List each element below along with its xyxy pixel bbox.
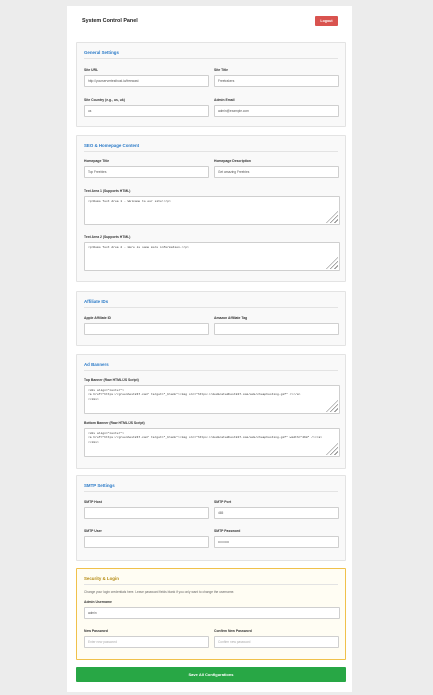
top-banner-field	[84, 378, 340, 414]
bottom-banner-label: Bottom Banner (Raw HTML/JS Script)	[84, 421, 145, 425]
admin-username-label: Admin Username	[84, 600, 112, 604]
section-title: Affiliate IDs	[84, 299, 109, 304]
divider	[84, 307, 338, 308]
admin-username-input[interactable]: admin	[84, 607, 340, 619]
site-title-field	[214, 68, 339, 87]
resize-handle[interactable]	[326, 443, 338, 455]
section-title: SMTP Settings	[84, 483, 115, 488]
admin-email-input[interactable]: admin@example.com	[214, 105, 339, 117]
section-title: General Settings	[84, 50, 119, 55]
smtp-port-field	[214, 500, 339, 519]
amazon-affiliate-input[interactable]	[214, 323, 339, 335]
new-password-label: New Password	[84, 629, 108, 633]
section-title: Ad Banners	[84, 362, 109, 367]
admin-username-field	[84, 600, 340, 619]
smtp-password-field	[214, 529, 339, 548]
save-configurations-button[interactable]: Save All Configurations	[76, 667, 346, 682]
security-section	[76, 568, 346, 660]
top-banner-input[interactable]	[84, 385, 340, 414]
divider	[84, 58, 338, 59]
smtp-port-label: SMTP Port	[214, 500, 232, 504]
smtp-user-field	[84, 529, 209, 548]
text-area-2-field	[84, 235, 340, 271]
smtp-host-label: SMTP Host	[84, 500, 102, 504]
ad-banners-section	[76, 354, 346, 469]
bottom-banner-field	[84, 421, 340, 457]
resize-handle[interactable]	[326, 211, 338, 223]
site-url-input[interactable]: http://yourservertesthost.io/freewast	[84, 75, 209, 87]
amazon-affiliate-field	[214, 316, 339, 335]
text-area-1-label: Text Area 1 (Supports HTML)	[84, 189, 131, 193]
amazon-affiliate-label: Amazon Affiliate Tag	[214, 316, 248, 320]
smtp-port-input[interactable]: 465	[214, 507, 339, 519]
seo-section	[76, 135, 346, 282]
control-panel	[67, 6, 352, 692]
bottom-banner-input[interactable]	[84, 428, 340, 457]
homepage-title-label: Homepage Title	[84, 159, 110, 163]
resize-handle[interactable]	[326, 400, 338, 412]
site-title-label: Site Title	[214, 68, 229, 72]
text-area-2-label: Text Area 2 (Supports HTML)	[84, 235, 131, 239]
divider	[84, 370, 338, 371]
security-note: Change your login credentials here. Leave password fields blank if you only want to change the username.	[84, 590, 235, 594]
bottom-banner-value: <div align="center"> <a href="https://greenhost247.com" target="_blank"><img src="https://dedicatedhost247.com/ads/cheaphosting.gif" width="468" /></a> </div>	[88, 432, 323, 444]
admin-email-label: Admin Email	[214, 98, 235, 102]
divider	[84, 584, 338, 585]
new-password-input[interactable]: Enter new password	[84, 636, 209, 648]
homepage-description-label: Homepage Description	[214, 159, 251, 163]
apple-affiliate-field	[84, 316, 209, 335]
confirm-password-label: Confirm New Password	[214, 629, 252, 633]
confirm-password-field	[214, 629, 339, 648]
smtp-user-input[interactable]	[84, 536, 209, 548]
resize-handle[interactable]	[326, 257, 338, 269]
homepage-description-field	[214, 159, 339, 178]
divider	[84, 491, 338, 492]
admin-email-field	[214, 98, 339, 117]
homepage-title-input[interactable]: Top Freebies	[84, 166, 209, 178]
text-area-1-field	[84, 189, 340, 225]
site-country-input[interactable]: us	[84, 105, 209, 117]
smtp-host-input[interactable]	[84, 507, 209, 519]
smtp-section	[76, 475, 346, 561]
panel-header	[73, 6, 346, 36]
new-password-field	[84, 629, 209, 648]
affiliate-section	[76, 291, 346, 346]
site-title-input[interactable]: Freetrakers	[214, 75, 339, 87]
site-url-field	[84, 68, 209, 87]
text-area-1-value: <p>Demo Text Area 1 - Welcome to our site!</p>	[88, 200, 171, 203]
text-area-2-input[interactable]	[84, 242, 340, 271]
smtp-password-label: SMTP Password	[214, 529, 241, 533]
top-banner-label: Top Banner (Raw HTML/JS Script)	[84, 378, 139, 382]
section-title: Security & Login	[84, 576, 119, 581]
text-area-1-input[interactable]	[84, 196, 340, 225]
top-banner-value: <div align="center"> <a href="https://greenhost247.com" target="_blank"><img src="https://dedicatedhost247.com/ads/cheaphosting.gif" /></a> </div>	[88, 389, 301, 401]
site-country-label: Site Country (e.g., us, uk)	[84, 98, 125, 102]
section-title: SEO & Homepage Content	[84, 143, 140, 148]
site-country-field	[84, 98, 209, 117]
apple-affiliate-input[interactable]	[84, 323, 209, 335]
logout-button[interactable]: Logout	[315, 16, 338, 26]
page-title: System Control Panel	[82, 18, 138, 24]
homepage-title-field	[84, 159, 209, 178]
smtp-password-input[interactable]: ••••••••••	[214, 536, 339, 548]
confirm-password-input[interactable]: Confirm new password	[214, 636, 339, 648]
apple-affiliate-label: Apple Affiliate ID	[84, 316, 112, 320]
general-settings-section	[76, 42, 346, 127]
smtp-user-label: SMTP User	[84, 529, 102, 533]
text-area-2-value: <p>Demo Text Area 2 - Here is some more information.</p>	[88, 246, 189, 249]
divider	[84, 151, 338, 152]
smtp-host-field	[84, 500, 209, 519]
site-url-label: Site URL	[84, 68, 99, 72]
homepage-description-input[interactable]: Get amazing Freebies	[214, 166, 339, 178]
